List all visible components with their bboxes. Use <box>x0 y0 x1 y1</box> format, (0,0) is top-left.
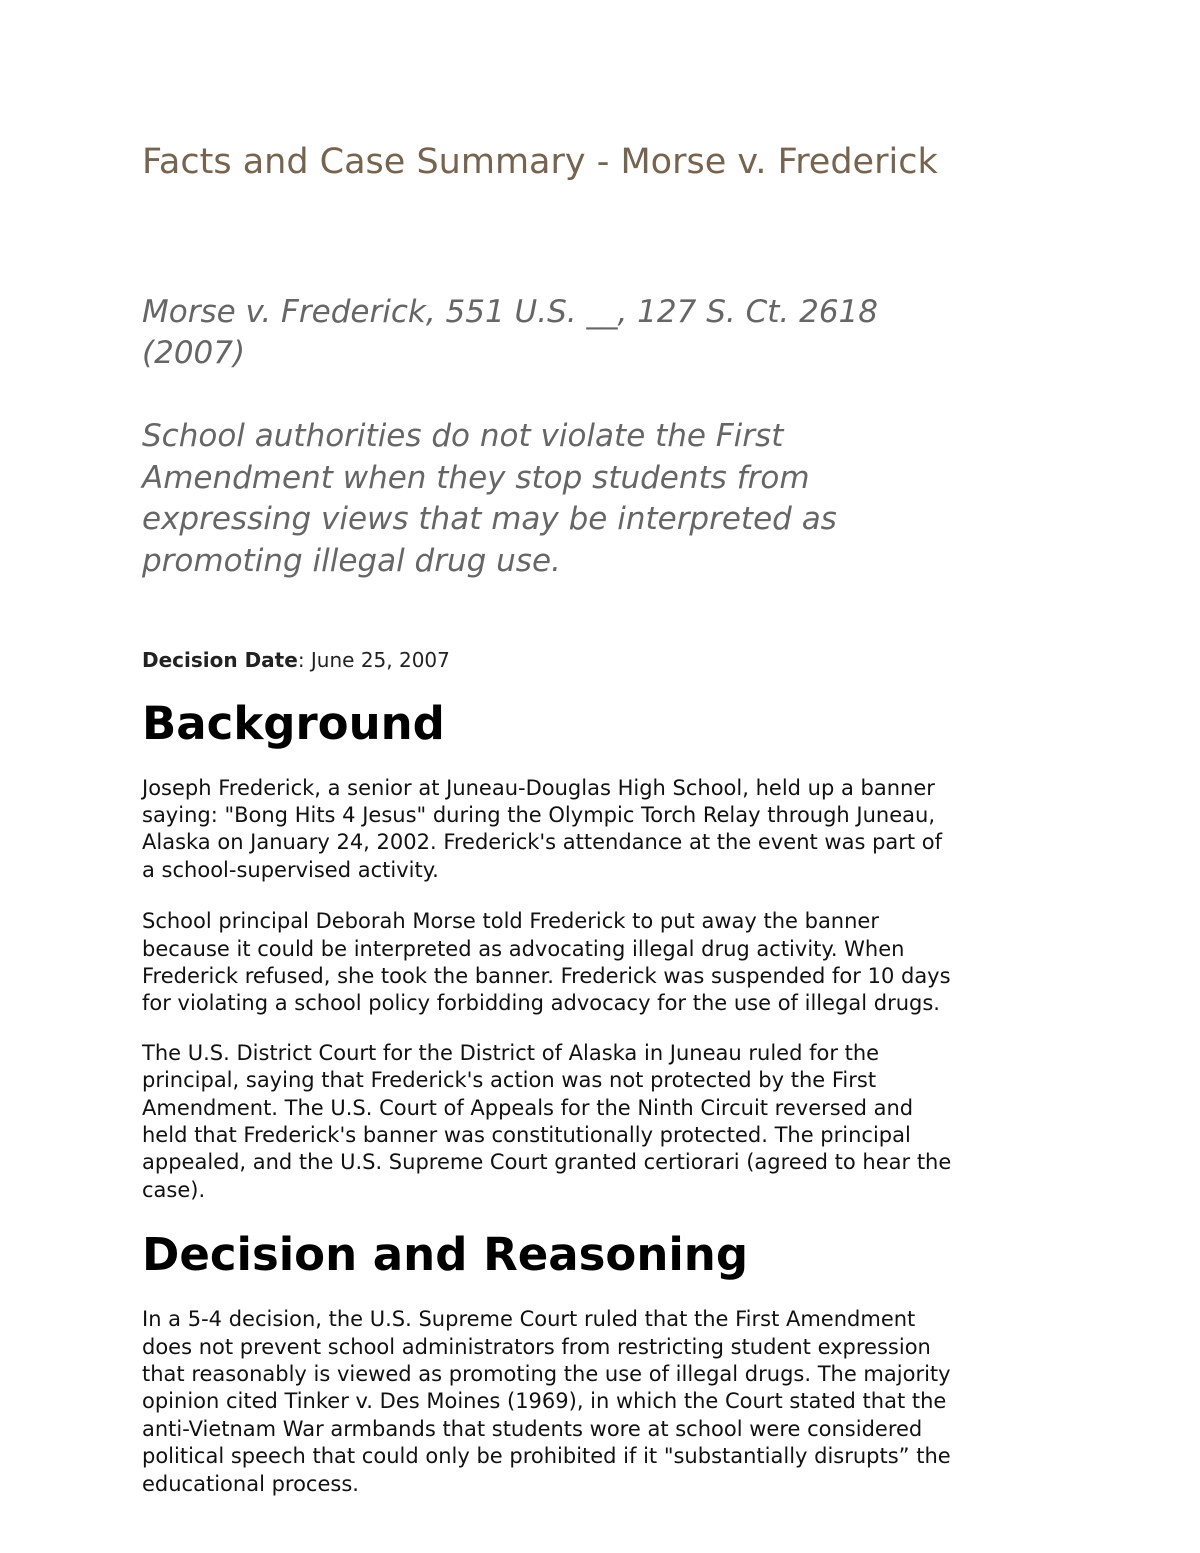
decision-date-value: : June 25, 2007 <box>297 647 450 672</box>
background-paragraph: Joseph Frederick, a senior at Juneau-Douglas High School, held up a banner saying: "Bong Hits 4 Jesus" during the Olympic Torch Relay through Juneau, Alaska on January 24, 2002. Frederick's attendance at the event was part of a school-supervised activity. <box>142 775 943 882</box>
case-header <box>142 250 1140 624</box>
decision-date-label: Decision Date <box>142 647 298 672</box>
decision-paragraph: In a 5-4 decision, the U.S. Supreme Court ruled that the First Amendment does not prevent school administrators from restricting student expression that reasonably is viewed as promoting the use of illegal drugs. The majority opinion cited Tinker v. Des Moines (1969), in which the Court stated that the anti-Vietnam War armbands that students wore at school were considered political speech that could only be prohibited if it "substantially disrupts” the educational process. <box>142 1307 951 1496</box>
background-paragraph: School principal Deborah Morse told Frederick to put away the banner because it could be interpreted as advocating illegal drug activity. When Frederick refused, she took the banner. Frederick was suspended for 10 days for violating a school policy forbidding advocacy for the use of illegal drugs. <box>142 909 951 1016</box>
background-paragraph: The U.S. District Court for the District of Alaska in Juneau ruled for the principal, saying that Frederick's action was not protected by the First Amendment. The U.S. Court of Appeals for the Ninth Circuit reversed and held that Frederick's banner was constitutionally protected. The principal appealed, and the U.S. Supreme Court granted certiorari (agreed to hear the case). <box>142 1040 952 1202</box>
case-holding: School authorities do not violate the First Amendment when they stop students from expressing views that may be interpreted as promoting illegal drug use. <box>142 418 837 579</box>
decision-heading: Decision and Reasoning <box>142 1228 749 1282</box>
document-title: Facts and Case Summary - Morse v. Frederick <box>142 142 938 182</box>
case-citation: Morse v. Frederick, 551 U.S. __, 127 S. Ct. 2618 (2007) <box>142 293 878 371</box>
background-heading: Background <box>142 696 445 750</box>
decision-date <box>142 647 1140 674</box>
